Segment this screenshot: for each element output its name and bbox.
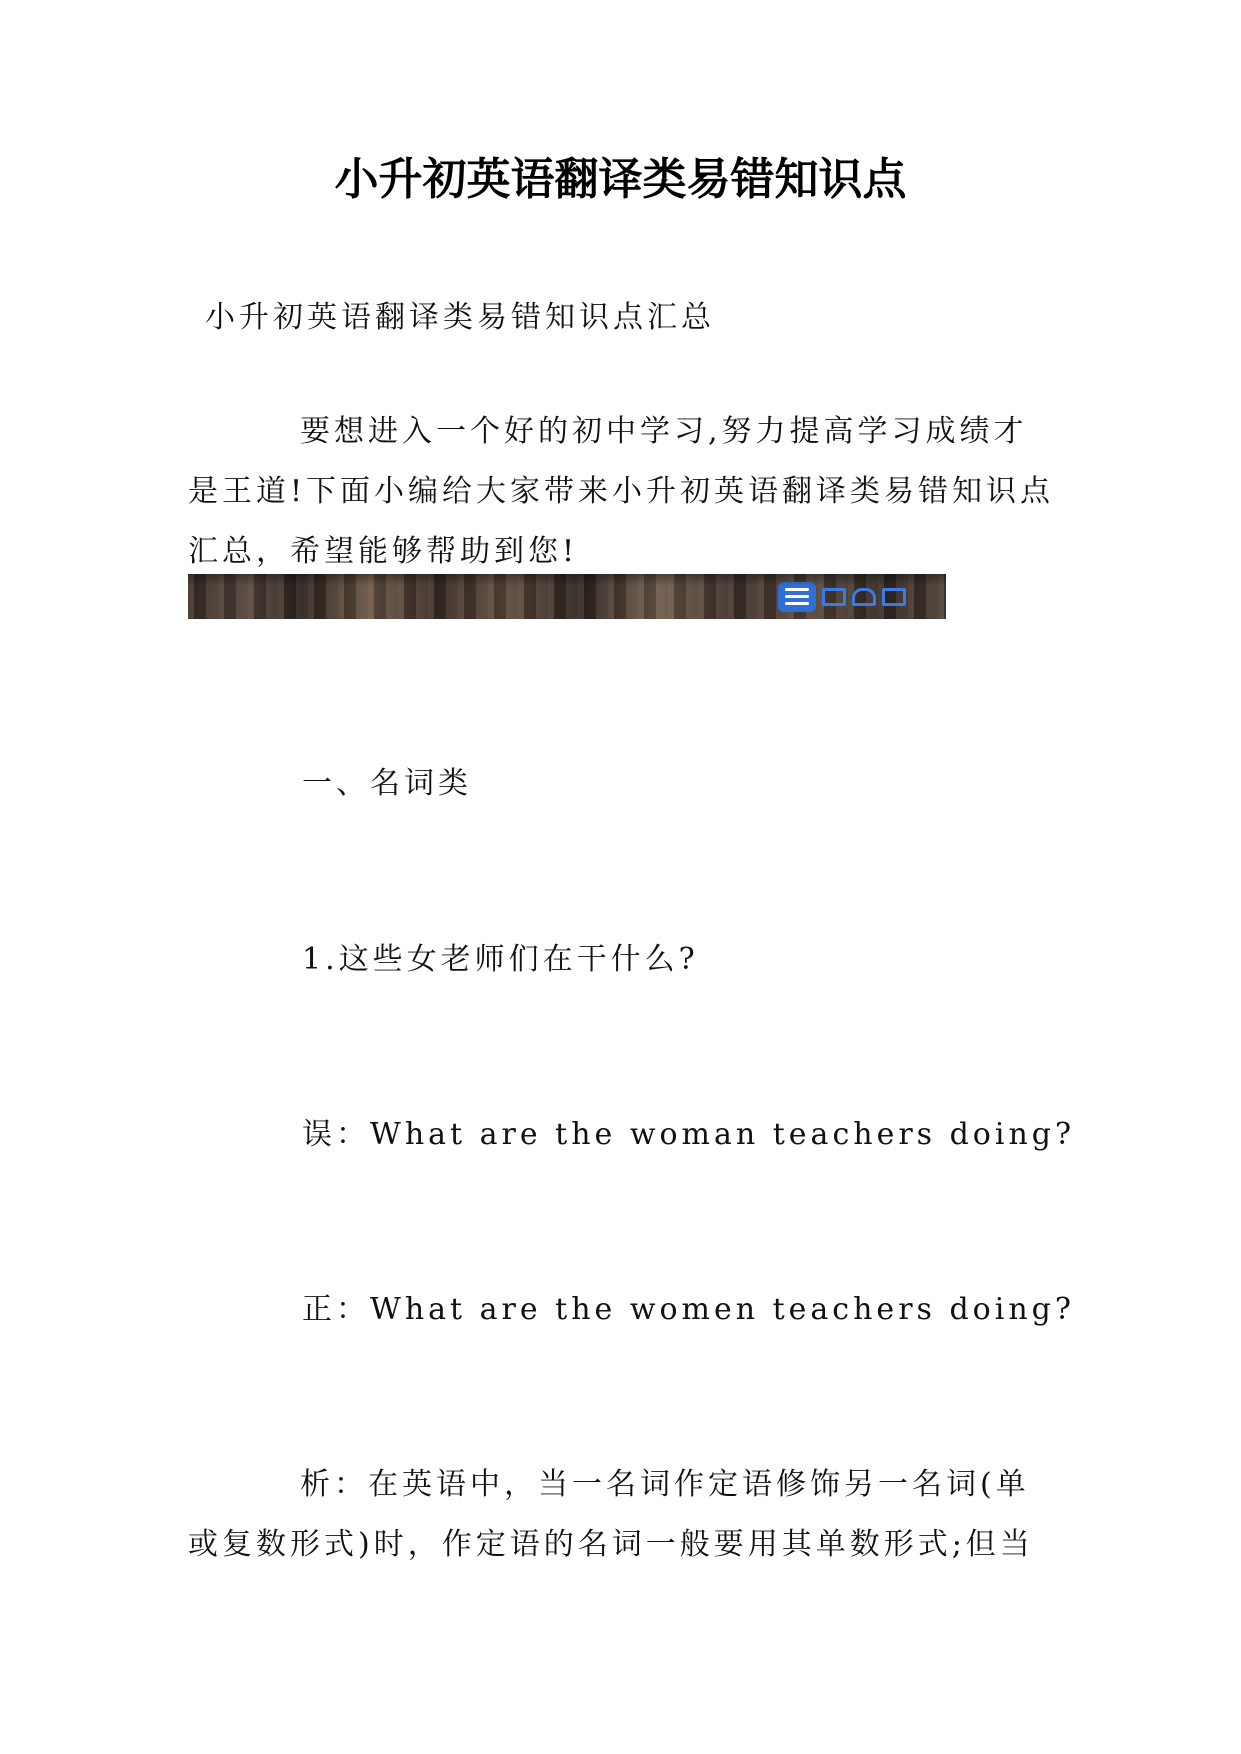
document-title: 小升初英语翻译类易错知识点 xyxy=(334,154,907,205)
banner-image xyxy=(188,574,946,619)
intro-paragraph: 要想进入一个好的初中学习,努力提高学习成绩才是王道!下面小编给大家带来小升初英语翻译类易错知识点汇总，希望能够帮助到您! xyxy=(188,414,1055,569)
book-icon xyxy=(778,582,816,612)
analysis-paragraph: 析：在英语中，当一名词作定语修饰另一名词(单或复数形式)时，作定语的名词一般要用其单数形式;但当 xyxy=(188,1467,1034,1562)
section-heading: 一、名词类 xyxy=(302,766,472,801)
site-logo xyxy=(778,574,912,619)
wrong-answer: 误：What are the woman teachers doing? xyxy=(302,1117,1076,1152)
correct-answer: 正：What are the women teachers doing? xyxy=(302,1292,1075,1327)
document-subtitle: 小升初英语翻译类易错知识点汇总 xyxy=(205,300,715,335)
question-text: 1.这些女老师们在干什么? xyxy=(302,942,699,977)
logo-wordmark xyxy=(822,586,912,608)
